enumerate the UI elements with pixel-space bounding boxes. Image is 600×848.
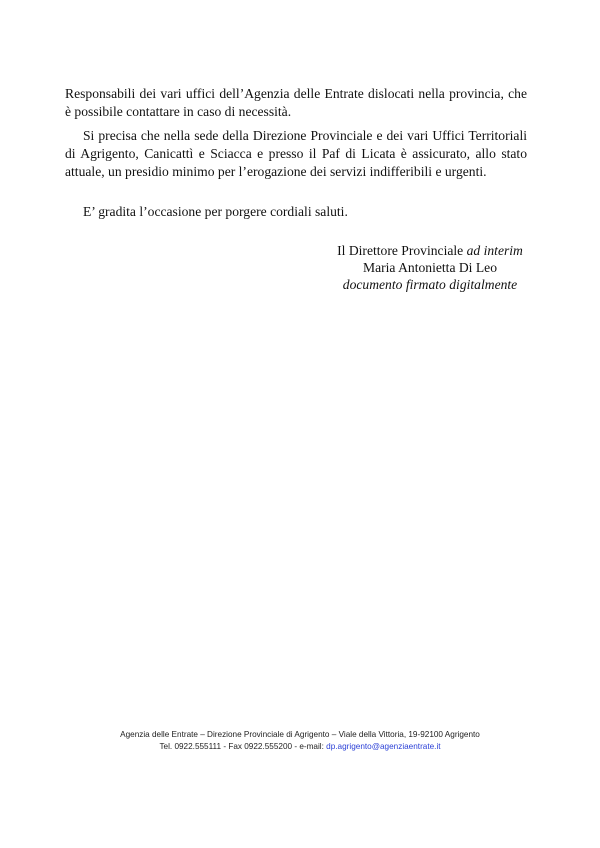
signature-title-line	[300, 242, 560, 259]
signature-title-italic: ad interim	[466, 243, 523, 258]
signature-block	[300, 242, 560, 293]
signature-note: documento firmato digitalmente	[342, 277, 518, 292]
paragraph-saluti: E’ gradita l’occasione per porgere cordiali saluti.	[83, 204, 348, 219]
footer-address: Agenzia delle Entrate – Direzione Provinciale di Agrigento – Viale della Vittoria, 19-92100 Agrigento	[120, 730, 480, 739]
signature-title: Il Direttore Provinciale	[337, 243, 464, 258]
footer-phone-fax: Tel. 0922.555111 - Fax 0922.555200 - e-mail:	[159, 742, 327, 751]
paragraph-presidio: Si precisa che nella sede della Direzione Provinciale e dei vari Uffici Territoriali di Agrigento, Canicattì e Sciacca e presso il Paf di Licata è assicurato, allo stato attuale, un presidio minimo per l’erogazione dei servizi indifferibili e urgenti.	[65, 128, 527, 179]
paragraph-responsabili: Responsabili dei vari uffici dell’Agenzia delle Entrate dislocati nella provincia, che è possibile contattare in caso di necessità.	[65, 86, 527, 119]
signature-name: Maria Antonietta Di Leo	[362, 260, 497, 275]
footer-contacts	[40, 741, 560, 753]
footer-email-link[interactable]: dp.agrigento@agenziaentrate.it	[326, 742, 441, 751]
page-footer	[40, 729, 560, 753]
